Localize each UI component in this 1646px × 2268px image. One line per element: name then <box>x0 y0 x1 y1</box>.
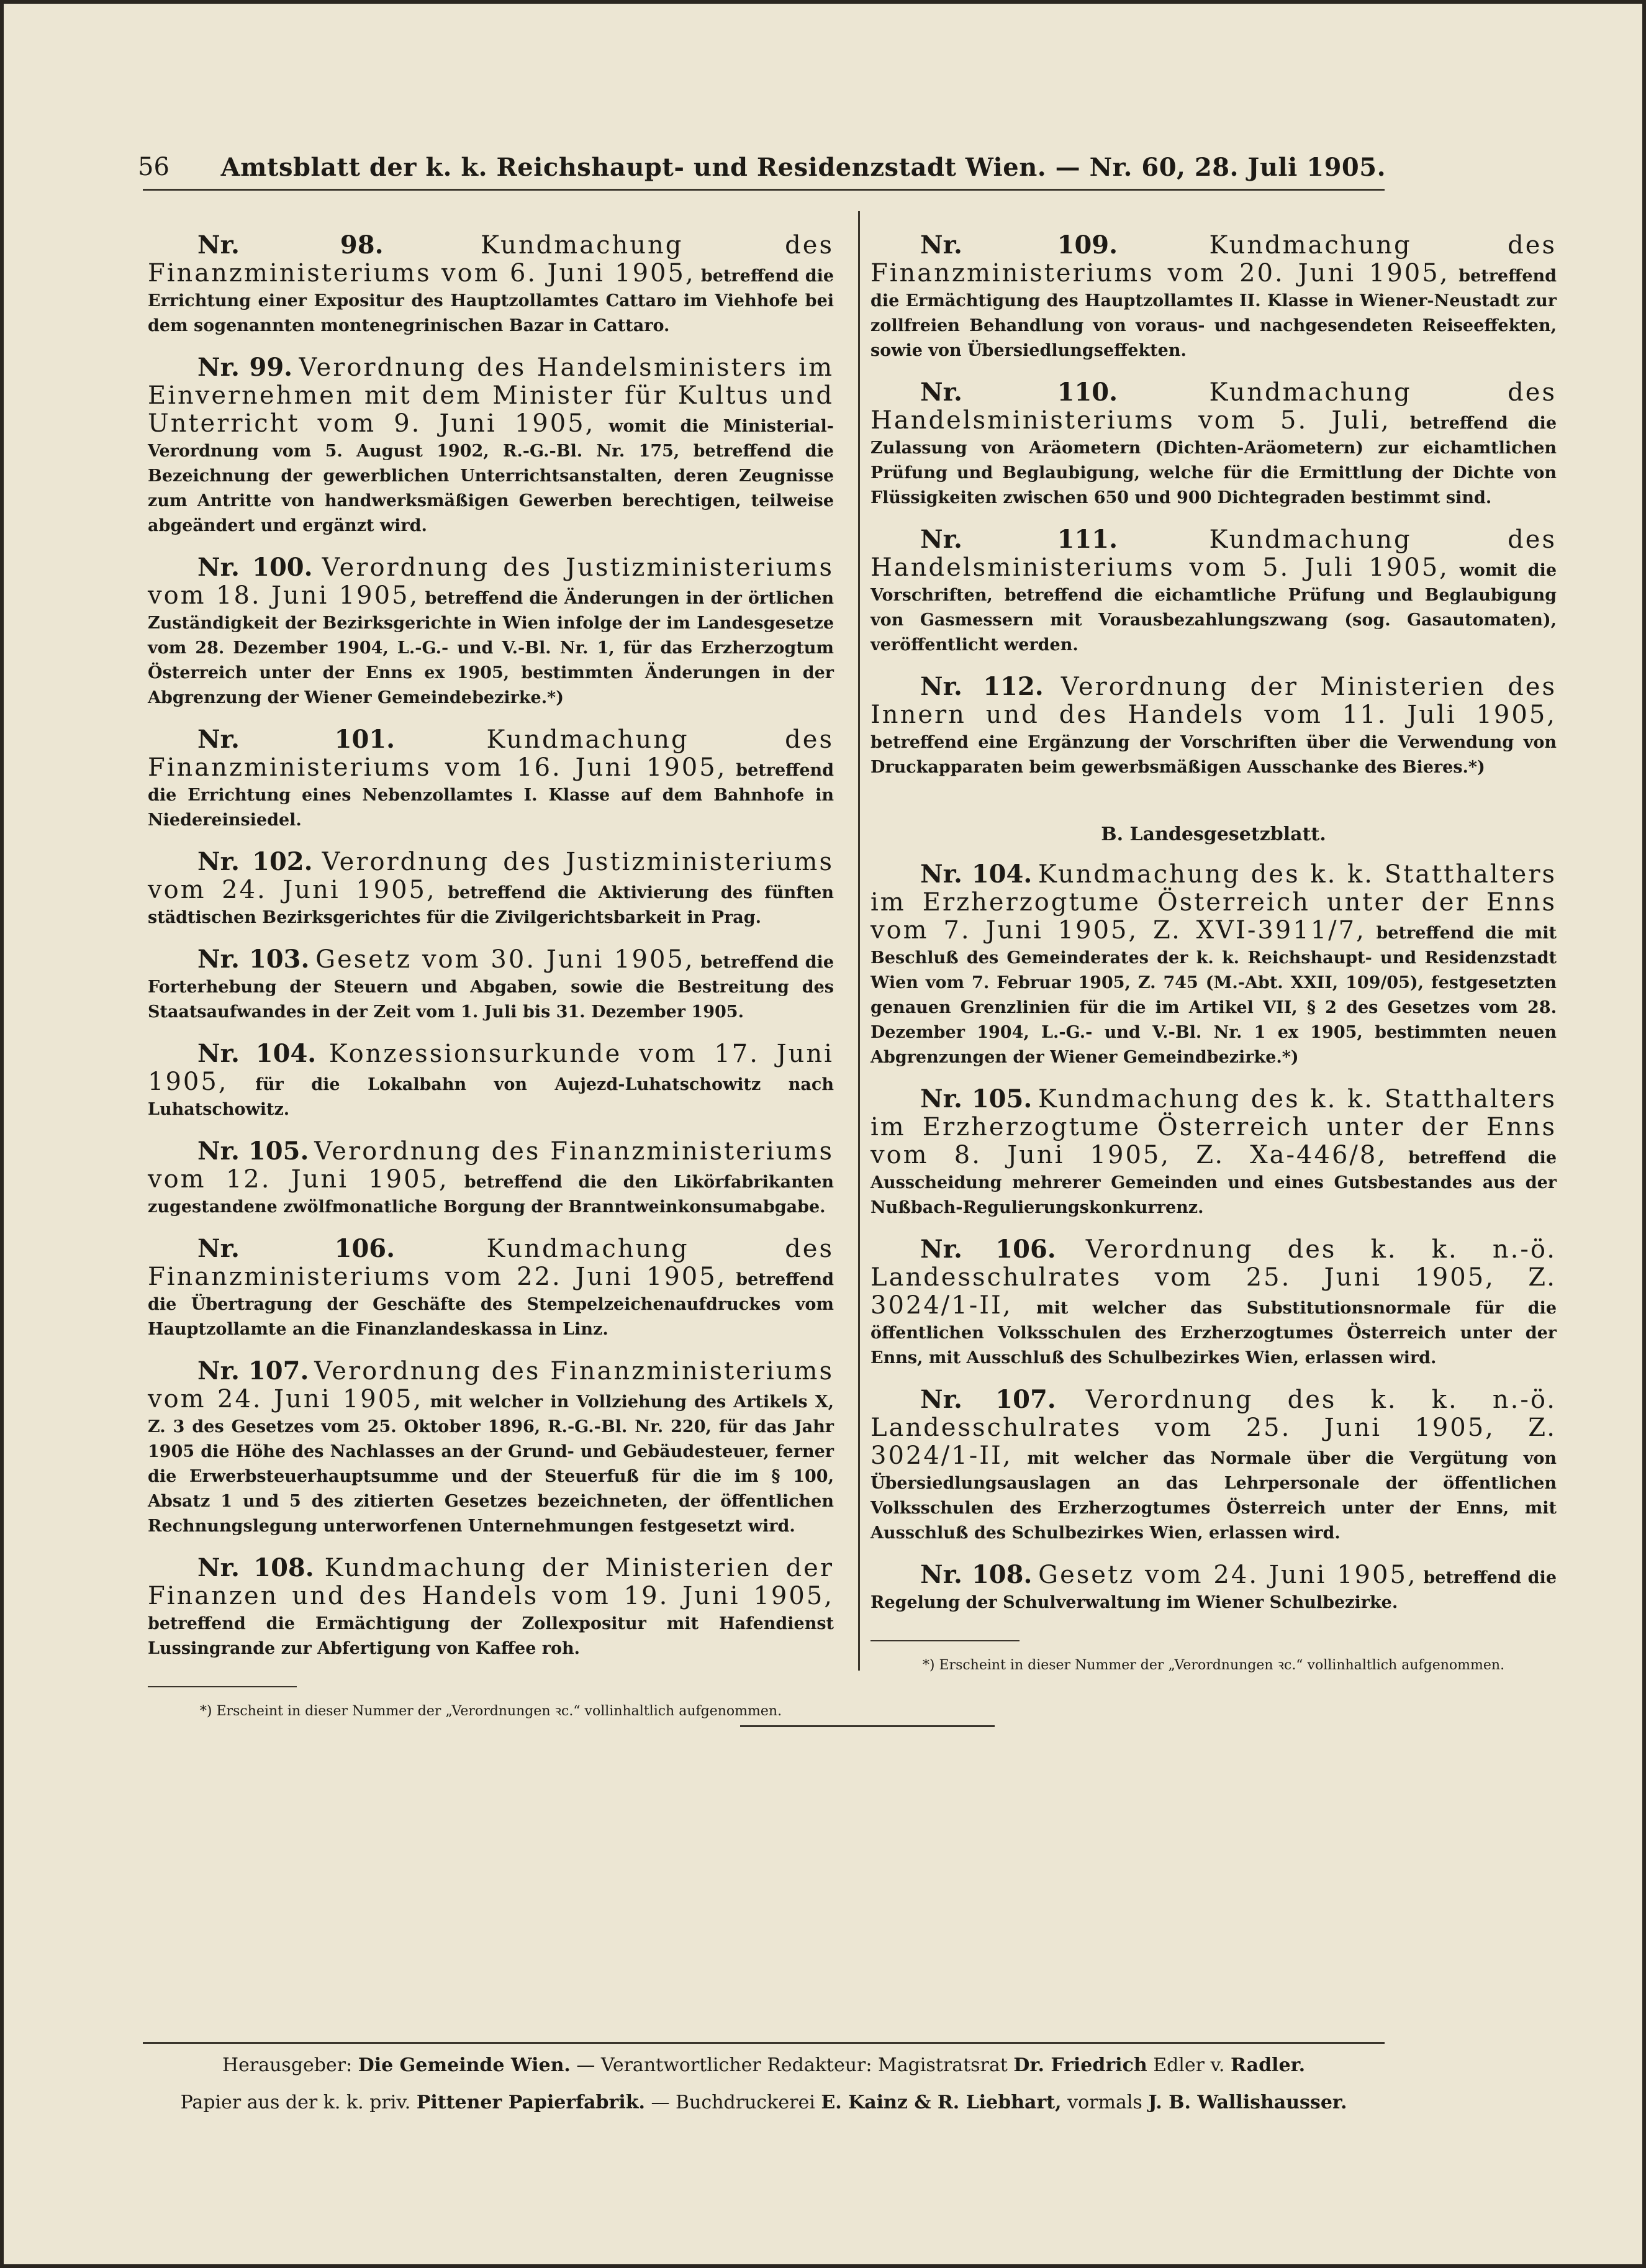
page-number: 56 <box>138 153 170 181</box>
entry-nr-98: Nr. 98. Kundmachung des Finanzministeriums vom 6. Juni 1905, betreffend die Errichtung einer Expositur des Hauptzollamtes Cattaro im Viehhofe bei dem sogenannten montenegrinischen Bazar in Cattaro. <box>148 230 834 335</box>
land-entry-nr-104: Nr. 104. Kundmachung des k. k. Statthalters im Erzherzogtume Österreich unter der Enns vom 7. Juni 1905, Z. XVI-3911/7, betreffend die mit Beschluß des Gemeinderates der k. k. Reichshaupt- und Residenzstadt Wien vom 7. Februar 1905, Z. 745 (M.-Abt. XXII, 109/05), festgesetzten genauen Grenzlinien für die im Artikel VII, § 2 des Gesetzes vom 28. Dezember 1904, L.-G.- und V.-Bl. Nr. 1 ex 1905, bestimmten neuen Abgrenzungen der Wiener Gemeindbezirke.*) <box>870 860 1557 1067</box>
imprint-printer: Papier aus der k. k. priv. Pittener Papierfabrik. — Buchdruckerei E. Kainz & R. Liebhart, vormals J. B. Wallishausser. <box>180 2092 1347 2113</box>
land-entry-nr-107: Nr. 107. Verordnung des k. k. n.-ö. Landesschulrates vom 25. Juni 1905, Z. 3024/1-II, mit welcher das Normale über die Vergütung von Übersiedlungsauslagen an das Lehrpersonale der öffentlichen Volksschulen des Erzherzogtumes Österreich unter der Enns, mit Ausschluß des Schulbezirkes Wien, erlassen wird. <box>870 1385 1557 1543</box>
entry-nr-99: Nr. 99. Verordnung des Handelsministers im Einvernehmen mit dem Minister für Kultus und Unterricht vom 9. Juni 1905, womit die Ministerial-Verordnung vom 5. August 1902, R.-G.-Bl. Nr. 175, betreffend die Bezeichnung der gewerblichen Unterrichtsanstalten, deren Zeugnisse zum Antritte von handwerksmäßigen Gewerben berechtigen, teilweise abgeändert und ergänzt wird. <box>148 353 834 535</box>
entry-nr-110: Nr. 110. Kundmachung des Handelsministeriums vom 5. Juli, betreffend die Zulassung von Aräometern (Dichten-Aräometern) zur eichamtlichen Prüfung und Beglaubigung, welche für die Ermittlung der Dichte von Flüssigkeiten zwischen 650 und 900 Dichtegraden bestimmt sind. <box>870 378 1557 507</box>
page-title: Amtsblatt der k. k. Reichshaupt- und Residenzstadt Wien. — Nr. 60, 28. Juli 1905. <box>220 153 1386 182</box>
footnote-rule <box>870 1640 1020 1641</box>
footnote-rule <box>148 1686 297 1687</box>
footnote: *) Erscheint in dieser Nummer der „Verordnungen ꝛc.“ vollinhaltlich aufgenommen. <box>199 1703 782 1719</box>
imprint-rule <box>143 2042 1385 2044</box>
entry-nr-112: Nr. 112. Verordnung der Ministerien des Innern und des Handels vom 11. Juli 1905, betreffend eine Ergänzung der Vorschriften über die Verwendung von Druckapparaten beim gewerbsmäßigen Ausschanke des Bieres.*) <box>870 672 1557 777</box>
entry-nr-109: Nr. 109. Kundmachung des Finanzministeriums vom 20. Juni 1905, betreffend die Ermächtigung des Hauptzollamtes II. Klasse in Wiener-Neustadt zur zollfreien Behandlung von voraus- und nachgesendeten Reiseeffekten, sowie von Übersiedlungseffekten. <box>870 230 1557 360</box>
entry-nr-104: Nr. 104. Konzessionsurkunde vom 17. Juni 1905, für die Lokalbahn von Aujezd-Luhatschowitz nach Luhatschowitz. <box>148 1039 834 1119</box>
land-entry-nr-105: Nr. 105. Kundmachung des k. k. Statthalters im Erzherzogtume Österreich unter der Enns vom 8. Juni 1905, Z. Xa-446/8, betreffend die Ausscheidung mehrerer Gemeinden und eines Gutsbestandes aus der Nußbach-Regulierungskonkurrenz. <box>870 1084 1557 1217</box>
right-column <box>870 216 1557 1687</box>
land-entry-nr-106: Nr. 106. Verordnung des k. k. n.-ö. Landesschulrates vom 25. Juni 1905, Z. 3024/1-II, mit welcher das Substitutionsnormale für die öffentlichen Volksschulen des Erzherzogtumes Österreich unter der Enns, mit Ausschluß des Schulbezirkes Wien, erlassen wird. <box>870 1235 1557 1368</box>
entry-nr-100: Nr. 100. Verordnung des Justizministeriums vom 18. Juni 1905, betreffend die Änderungen in der örtlichen Zuständigkeit der Bezirksgerichte in Wien infolge der im Landesgesetze vom 28. Dezember 1904, L.-G.- und V.-Bl. Nr. 1, für das Erzherzogtum Österreich unter der Enns ex 1905, bestimmten Änderungen in der Abgrenzung der Wiener Gemeindebezirke.*) <box>148 553 834 707</box>
land-entry-nr-108: Nr. 108. Gesetz vom 24. Juni 1905, betreffend die Regelung der Schulverwaltung im Wiener Schulbezirke. <box>870 1560 1557 1612</box>
left-column <box>148 216 834 1733</box>
entry-nr-111: Nr. 111. Kundmachung des Handelsministeriums vom 5. Juli 1905, womit die Vorschriften, betreffend die eichamtliche Prüfung und Beglaubigung von Gasmessern mit Vorausbezahlungszwang (sog. Gasautomaten), veröffentlicht werden. <box>870 525 1557 655</box>
column-divider <box>858 211 860 1671</box>
section-title: B. Landesgesetzblatt. <box>1101 823 1326 845</box>
entry-nr-103: Nr. 103. Gesetz vom 30. Juni 1905, betreffend die Forterhebung der Steuern und Abgaben, sowie die Bestreitung des Staatsaufwandes in der Zeit vom 1. Juli bis 31. Dezember 1905. <box>148 945 834 1022</box>
imprint-publisher: Herausgeber: Die Gemeinde Wien. — Verantwortlicher Redakteur: Magistratsrat Dr. Friedrich Edler v. Radler. <box>222 2054 1306 2076</box>
entry-nr-102: Nr. 102. Verordnung des Justizministeriums vom 24. Juni 1905, betreffend die Aktivierung des fünften städtischen Bezirksgerichtes für die Zivilgerichtsbarkeit in Prag. <box>148 847 834 927</box>
page-header <box>138 148 1386 191</box>
entry-nr-108: Nr. 108. Kundmachung der Ministerien der Finanzen und des Handels vom 19. Juni 1905, betreffend die Ermächtigung der Zollexpositur mit Hafendienst Lussingrande zur Abfertigung von Kaffee roh. <box>148 1553 834 1658</box>
entry-nr-101: Nr. 101. Kundmachung des Finanzministeriums vom 16. Juni 1905, betreffend die Errichtung eines Nebenzollamtes I. Klasse auf dem Bahnhofe in Niedereinsiedel. <box>148 725 834 830</box>
header-rule <box>143 189 1385 191</box>
center-rule <box>740 1725 995 1727</box>
entry-nr-106: Nr. 106. Kundmachung des Finanzministeriums vom 22. Juni 1905, betreffend die Übertragung der Geschäfte des Stempelzeichenaufdruckes vom Hauptzollamte an die Finanzlandeskassa in Linz. <box>148 1234 834 1339</box>
footnote: *) Erscheint in dieser Nummer der „Verordnungen ꝛc.“ vollinhaltlich aufgenommen. <box>922 1658 1505 1673</box>
entry-nr-105: Nr. 105. Verordnung des Finanzministeriums vom 12. Juni 1905, betreffend die den Likörfabrikanten zugestandene zwölfmonatliche Borgung der Branntweinkonsumabgabe. <box>148 1136 834 1217</box>
entry-nr-107: Nr. 107. Verordnung des Finanzministeriums vom 24. Juni 1905, mit welcher in Vollziehung des Artikels X, Z. 3 des Gesetzes vom 25. Oktober 1896, R.-G.-Bl. Nr. 220, für das Jahr 1905 die Höhe des Nachlasses an der Grund- und Gebäudesteuer, ferner die Erwerbsteuerhauptsumme und der Steuerfuß für die im § 100, Absatz 1 und 5 des zitierten Gesetzes bezeichneten, der öffentlichen Rechnungslegung unterworfenen Unternehmungen festgesetzt wird. <box>148 1356 834 1536</box>
